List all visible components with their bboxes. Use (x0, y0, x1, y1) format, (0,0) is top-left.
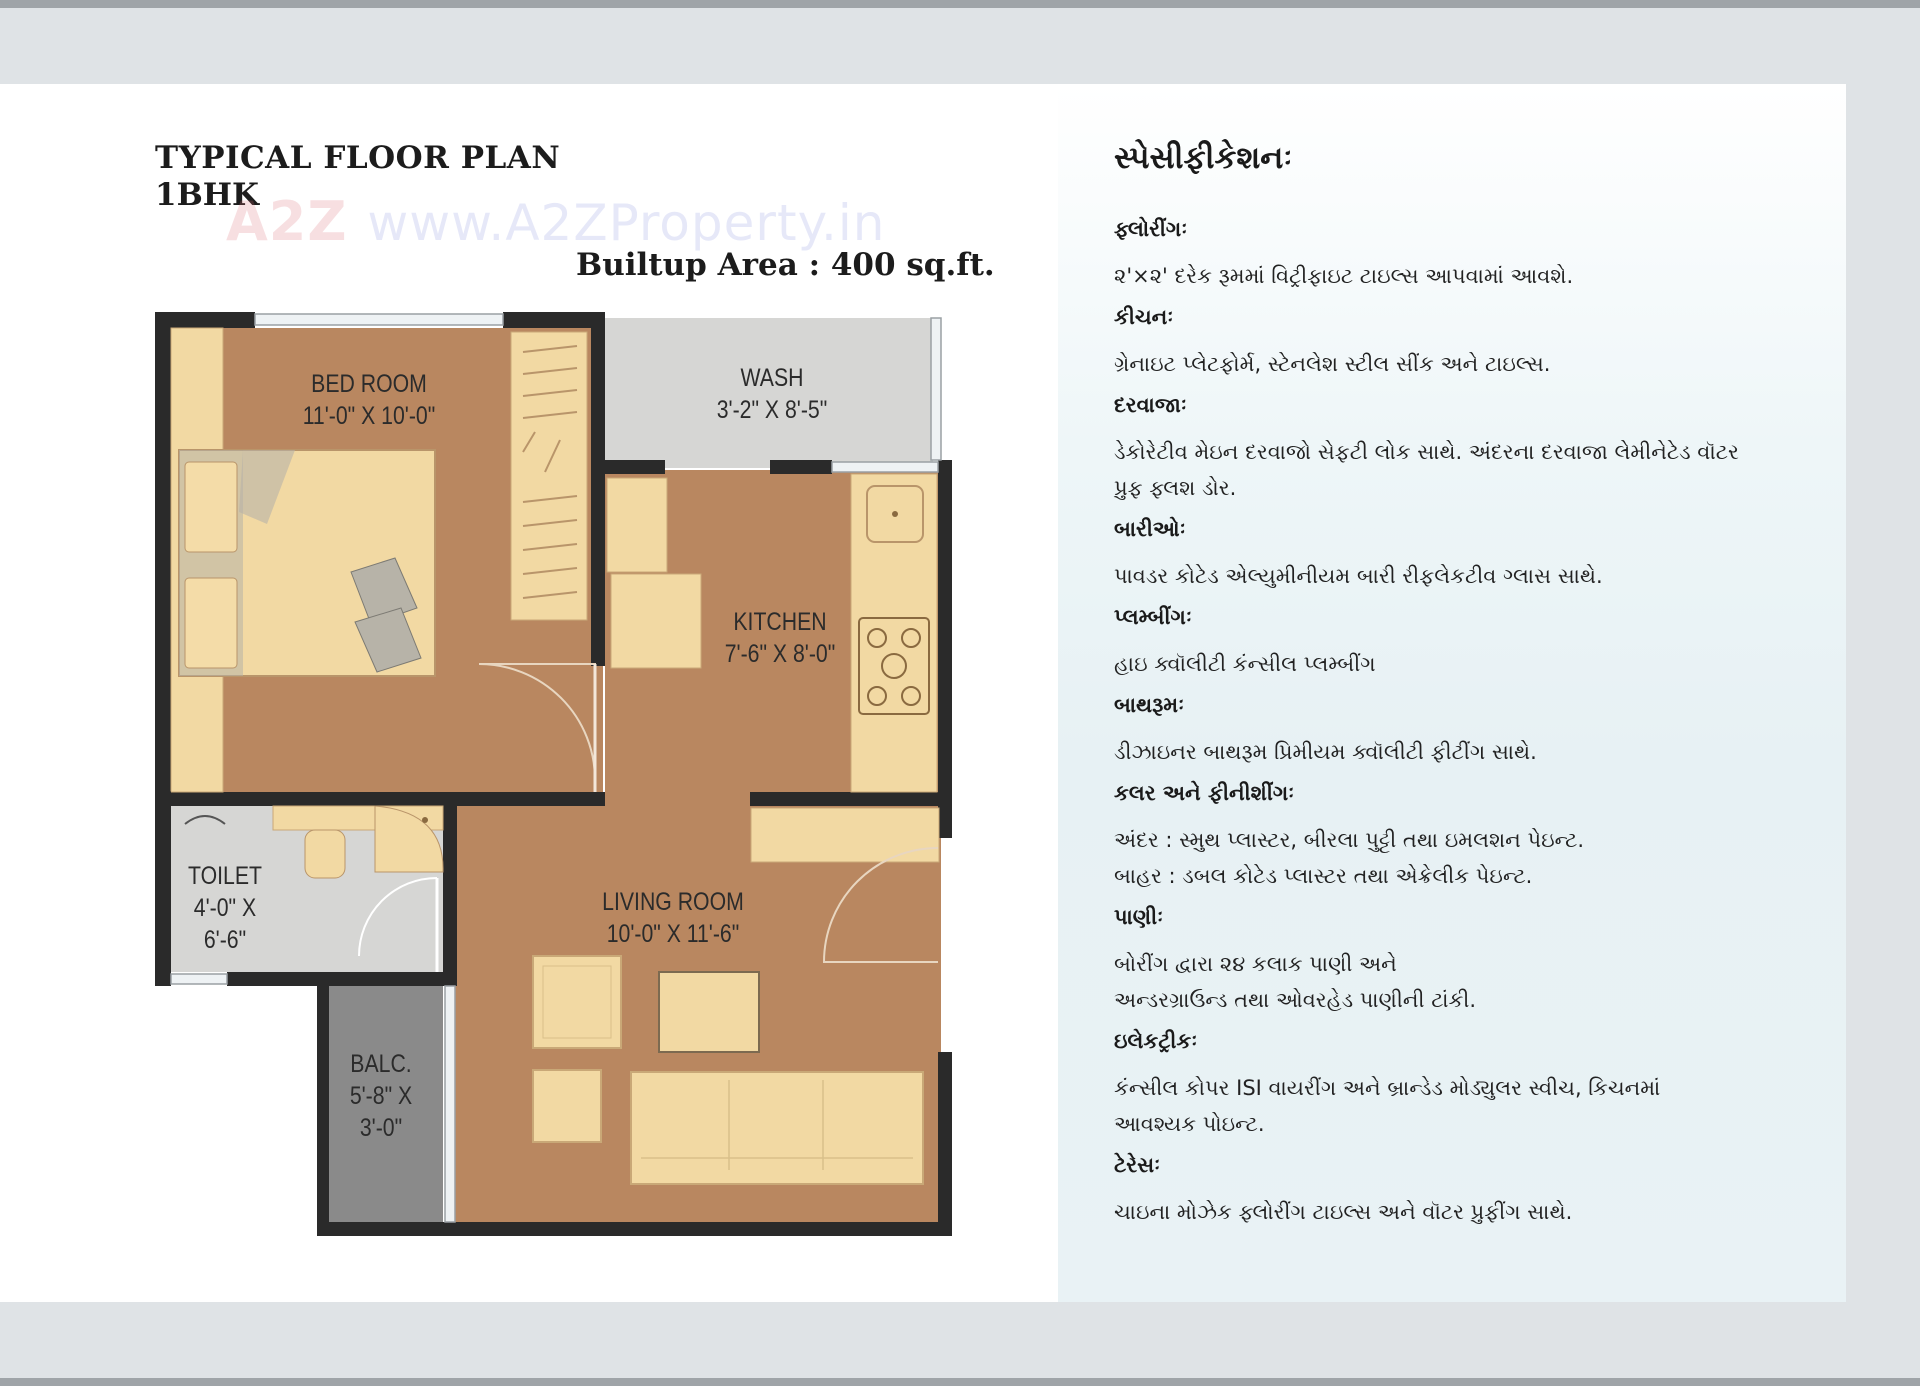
balcony-dimensions-line2: 3'-0" (359, 1113, 403, 1142)
spec-text: બોરીંગ દ્વારા ૨૪ કલાક પાણી અને (1114, 952, 1397, 976)
spec-text: ચાઇના મોઝેક ફ્લોરીંગ ટાઇલ્સ અને વૉટર પ્રુફીંગ સાથે. (1114, 1200, 1573, 1224)
toilet-name: TOILET (188, 861, 262, 890)
wardrobe (511, 332, 587, 620)
spec-item (1114, 690, 1814, 770)
spec-item (1114, 514, 1814, 594)
floor-plan-subtitle: 1BHK (155, 177, 260, 213)
wash-area-floor (605, 318, 933, 468)
toilet-icon (305, 830, 345, 878)
spec-item (1114, 902, 1814, 1018)
kitchen-cabinet (607, 478, 667, 572)
sink-drain-icon (892, 511, 898, 517)
spec-text: પાવડર કોટેડ એલ્યુમીનીયમ બારી રીફલેકટીવ ગ્લાસ સાથે. (1114, 564, 1603, 588)
spec-label: ટેરેસઃ (1114, 1153, 1161, 1177)
spec-label: પાણીઃ (1114, 905, 1164, 929)
side-table (533, 1070, 601, 1142)
specification-list (1114, 214, 1814, 1238)
spec-item (1114, 214, 1814, 294)
spec-text: બાહર : ડબલ કોટેડ પ્લાસ્ટર તથા એક્રેલીક પેઇન્ટ. (1114, 864, 1533, 888)
living-room-dimensions: 10'-0" X 11'-6" (606, 919, 740, 948)
spec-text: ૨'×૨' દરેક રૂમમાં વિટ્રીફાઇટ ટાઇલ્સ આપવામાં આવશે. (1114, 264, 1574, 288)
pillow-icon (185, 462, 237, 552)
builtup-area-label: Builtup Area : 400 sq.ft. (576, 247, 995, 283)
basin-tap-icon (422, 817, 428, 823)
spec-label: કીચનઃ (1114, 305, 1174, 329)
spec-label: પ્લમ્બીંગઃ (1114, 605, 1192, 629)
spec-label: બારીઓઃ (1114, 517, 1186, 541)
kitchen-dimensions: 7'-6" X 8'-0" (724, 639, 836, 668)
top-frame-bar (0, 0, 1920, 8)
armchair-icon (533, 956, 621, 1048)
spec-label: બાથરૂમઃ (1114, 693, 1185, 717)
balcony-dimensions-line1: 5'-8" X (349, 1081, 413, 1110)
bottom-frame-bar (0, 1378, 1920, 1386)
spec-text: ડીઝાઇનર બાથરૂમ પ્રિમીયમ ક્વૉલીટી ફીટીંગ સાથે. (1114, 740, 1537, 764)
bedroom-name: BED ROOM (311, 369, 427, 398)
toilet-dimensions-line2: 6'-6" (203, 925, 247, 954)
spec-label: ફ્લોરીંગઃ (1114, 217, 1188, 241)
kitchen-name: KITCHEN (733, 607, 827, 636)
specification-heading: સ્પેસીફીકેશનઃ (1114, 140, 1293, 176)
site-watermark (226, 190, 886, 253)
wash-dimensions: 3'-2" X 8'-5" (716, 395, 828, 424)
bedroom-dimensions: 11'-0" X 10'-0" (302, 401, 436, 430)
spec-text: અંદર : સ્મુથ પ્લાસ્ટર, બીરલા પુટ્ટી તથા ઇમલશન પેઇન્ટ. (1114, 828, 1585, 852)
spec-text: ગ્રેનાઇટ પ્લેટફોર્મ, સ્ટેનલેશ સ્ટીલ સીંક અને ટાઇલ્સ. (1114, 352, 1551, 376)
toilet-dimensions-line1: 4'-0" X (193, 893, 257, 922)
living-shelf (751, 808, 939, 862)
spec-text: કંન્સીલ કોપર ISI વાયરીંગ અને બ્રાન્ડેડ મોડ્યુલર સ્વીચ, કિચનમાં (1114, 1076, 1661, 1100)
spec-text: પ્રુફ ફ્લશ ડોર. (1114, 476, 1237, 500)
spec-item (1114, 1026, 1814, 1142)
spec-text: ડેકોરેટીવ મેઇન દરવાજો સેફટી લોક સાથે. અંદરના દરવાજા લેમીનેટેડ વૉટર (1114, 440, 1739, 464)
spec-label: દરવાજાઃ (1114, 393, 1187, 417)
living-room-name: LIVING ROOM (602, 887, 744, 916)
spec-label: ઇલેકટ્રીકઃ (1114, 1029, 1198, 1053)
watermark-logo: A2Z (226, 190, 368, 253)
spec-label: કલર અને ફીનીશીંગઃ (1114, 781, 1295, 805)
spec-text: અન્ડરગ્રાઉન્ડ તથા ઓવરહેડ પાણીની ટાંકી. (1114, 988, 1477, 1012)
watermark-url: www.A2ZProperty.in (367, 194, 886, 252)
kitchen-table (611, 574, 701, 668)
spec-item (1114, 390, 1814, 506)
spec-text: આવશ્યક પોઇન્ટ. (1114, 1112, 1265, 1136)
floor-plan-drawing (155, 312, 961, 1242)
spec-item (1114, 778, 1814, 894)
wash-name: WASH (740, 363, 804, 392)
spec-item (1114, 302, 1814, 382)
coffee-table (659, 972, 759, 1052)
floor-plan-title: TYPICAL FLOOR PLAN (155, 140, 561, 176)
pillow-icon (185, 578, 237, 668)
spec-item (1114, 1150, 1814, 1230)
balcony-name: BALC. (350, 1049, 412, 1078)
spec-text: હાઇ ક્વૉલીટી કંન્સીલ પ્લમ્બીંગ (1114, 652, 1376, 676)
spec-item (1114, 602, 1814, 682)
sofa-icon (631, 1072, 923, 1184)
